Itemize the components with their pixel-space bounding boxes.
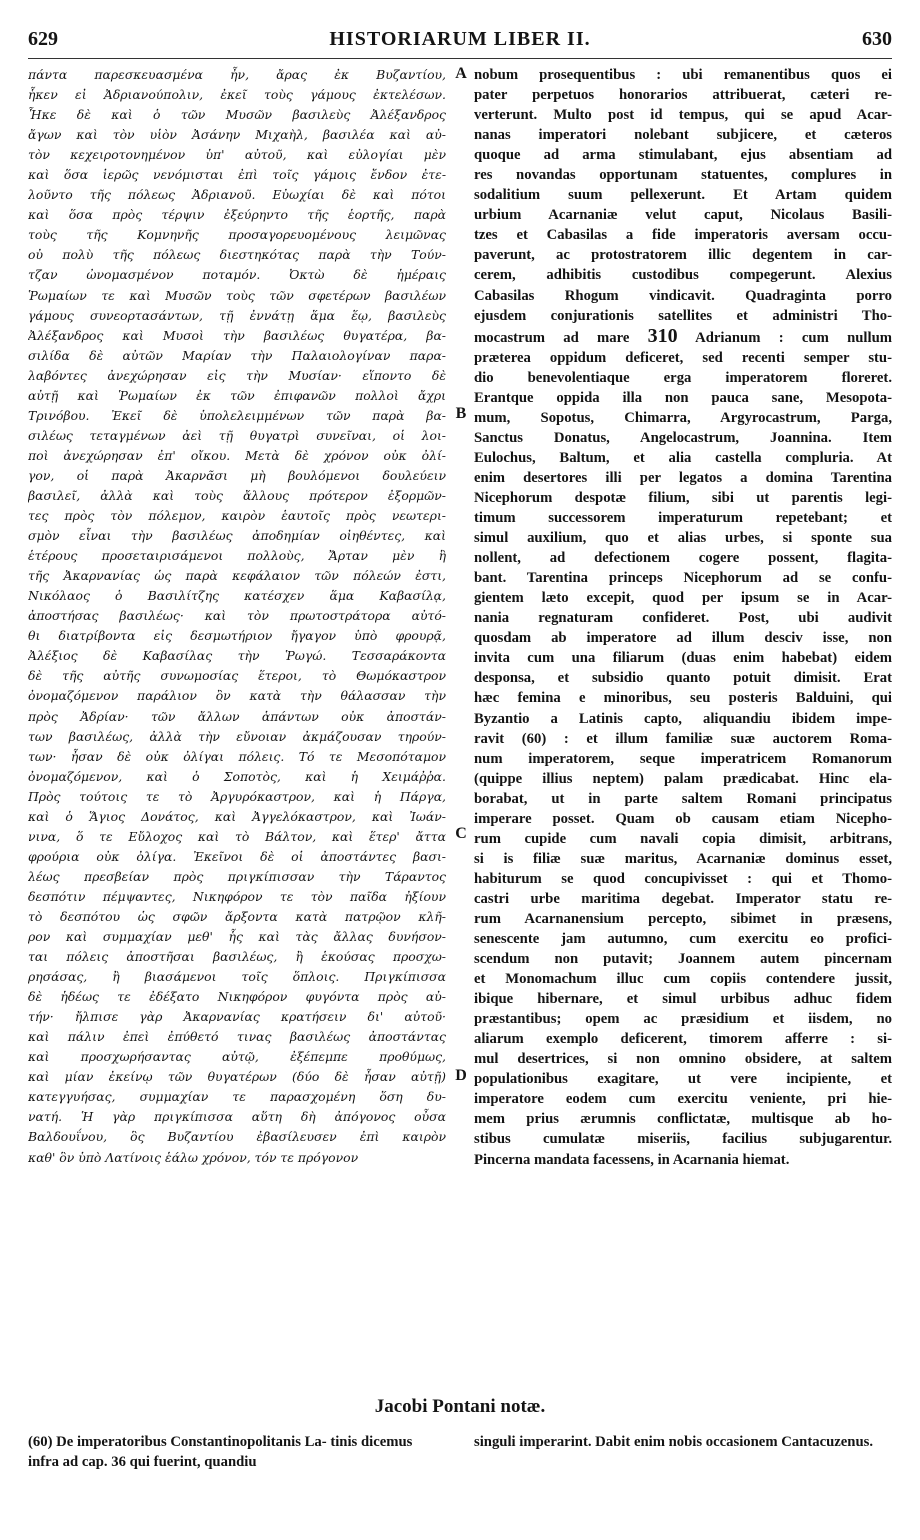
greek-line-43: τὸ δεσπότου ὡς σφῶν ἄρξοντα κατὰ πατρῷον κλῆ- <box>28 908 446 924</box>
latin-line-b-12: bant. Tarentina princeps Nicephorum ad se confu- <box>474 570 892 587</box>
greek-line-13: γάμους συνεορτασάντων, τῇ ἐννάτῃ ἅμα ἕῳ, βασιλεὺς <box>28 307 446 323</box>
greek-line-49: καὶ πάλιν ἐπεὶ ἐπύθετό τινας βασιλέως ἀποστάντας <box>28 1029 446 1045</box>
latin-line-b-18: hæc femina e minoribus, seu posteris Balduini, qui <box>474 690 892 707</box>
page-number-right: 630 <box>862 28 892 50</box>
page-number-left: 629 <box>28 28 58 50</box>
latin-line-b-7: enim desertores illi per legatos a domina Tarentina <box>474 469 892 486</box>
running-title: HISTORIARUM LIBER II. <box>329 28 591 50</box>
latin-line-8: urbium Acarnaniæ velut caput, Nicolaus Basili- <box>474 207 892 224</box>
latin-line-b-35: aliarum exemplo deficerent, timorem afferre : si- <box>474 1031 892 1048</box>
greek-line-5: τὸν κεχειροτονημένον ὑπ' αὐτοῦ, καὶ εὐλογίαι μὲν <box>28 147 446 163</box>
latin-line-7: sodalitium suum pellexerunt. Et Artam quidem <box>474 187 892 204</box>
greek-line-12: Ῥωμαίων τε καὶ Μυσῶν τοὺς τῶν σφετέρων βασιλέων <box>28 287 446 303</box>
latin-line-5: quoque ad arma stimulabant, ejus absentiam ad <box>474 147 892 164</box>
greek-line-11: τζαν ὠνομασμένον ποταμόν. Ὀκτὼ δὲ ἡμέραις <box>28 267 446 283</box>
latin-line-310-before: mocastrum ad mare <box>474 329 630 346</box>
latin-line-b-15: quosdam ab imperatore ad illum desciv isse, non <box>474 630 892 647</box>
greek-line-7: λοῦντο τῆς πόλεως Ἀδριανοῦ. Εὐωχίαι δὲ καὶ πότοι <box>28 187 446 203</box>
greek-line-8: καὶ ὅσα πρὸς τέρψιν ἐξεύρηντο τῆς ἑορτῆς, παρὰ <box>28 207 446 223</box>
latin-line-b-13: gientem læto excepit, quod per ipsum se in Acar- <box>474 590 892 607</box>
latin-line-b-24: imperare posset. Quam ob causam etiam Nicepho- <box>474 810 892 827</box>
book-page <box>28 22 892 1522</box>
greek-line-47: δὲ ἡδέως τε ἐδέξατο Νικηφόρον φυγόντα πρὸς αὐ- <box>28 989 446 1005</box>
greek-line-26: τῆς Ἀκαρνανίας ὡς παρὰ κεφάλαιον τῶν πόλεών ἐστι, <box>28 568 446 584</box>
latin-line-10: paverunt, ac protostratorem illic degentem in car- <box>474 247 892 264</box>
latin-line-b-37: populationibus exagitare, ut vere incipiente, et <box>474 1071 892 1088</box>
greek-line-54: Βαλδουΐνου, ὃς Βυζαντίου ἐβασίλευσεν ἐπὶ καιρὸν <box>28 1129 446 1145</box>
greek-line-50: καὶ προσχωρήσαντας αὐτῷ, ἐξέπεμπε προθύμως, <box>28 1049 446 1065</box>
running-head <box>28 22 892 59</box>
latin-line-b-32: et Monomachum illuc cum copiis contendere jussit, <box>474 971 892 988</box>
latin-line-b-23: borabat, ut in parte saltem Romani principatus <box>474 790 892 807</box>
latin-line-b-14: nania regnaturam confideret. Post, ubi audivit <box>474 610 892 627</box>
latin-line-b-40: stibus cumulatæ miseriis, facilius subjugarentur. <box>474 1131 892 1148</box>
greek-line-23: τες πρὸς τὸν πόλεμον, καιρὸν ἑαυτοῖς πρὸς νεωτερι- <box>28 508 446 524</box>
note-60-left: (60) De imperatoribus Constantinopolitanis La- tinis dicemus infra ad cap. 36 qui fuerint, quandiu <box>28 1434 413 1470</box>
edition-page-marker: 310 <box>647 325 678 347</box>
latin-line-b-21: num imperatorem, seque imperatricem Romanorum <box>474 750 892 767</box>
greek-line-44: ρον καὶ συμμαχίαν μεθ' ἧς καὶ τὰς ἄλλας δυνήσον- <box>28 929 446 945</box>
greek-line-28: ἀποστήσας βασιλέως· καὶ τὸν πρωτοστράτορα αὐτό- <box>28 608 446 624</box>
latin-line-b-11: nollent, ad defectionem cogere possent, flagita- <box>474 550 892 567</box>
latin-line-b-31: scendum non putavit; Joannem autem pincernam <box>474 951 892 968</box>
latin-line-3: verterunt. Multo post id tempus, qui se apud Acar- <box>474 107 892 124</box>
greek-line-51: καὶ μίαν ἐκείνῳ τῶν θυγατέρων (δύο δὲ ἦσαν αὐτῇ) <box>28 1069 446 1085</box>
greek-line-46: ρησάσας, ἢ βιασάμενοι τοῖς ὅπλοις. Πριγκίπισσα <box>28 969 446 985</box>
greek-line-17: αὐτῇ καὶ Ῥωμαίων ἐκ τῶν ἐπιφανῶν πολλοὶ ἄχρι <box>28 387 446 403</box>
latin-line-b-10: simul auxilium, quo et alias urbes, si sponte sua <box>474 530 892 547</box>
latin-line-6: res novandas opportunam statuentes, complures in <box>474 167 892 184</box>
greek-line-55: καθ' ὃν ὑπὸ Λατίνοις ἑάλω χρόνον, τόν τε πρόγονον <box>28 1149 359 1165</box>
latin-line-11: cerem, adhibitis custodibus compegerunt. Alexius <box>474 267 892 284</box>
greek-line-2: ἧκεν εἰ Ἀδριανούπολιν, ἐκεῖ τοὺς γάμους ἐκτελέσων. <box>28 87 446 103</box>
latin-line-4: nanas imperatori nolebant subjicere, et cæteros <box>474 127 892 144</box>
text-columns <box>28 65 892 1361</box>
greek-line-39: νινα, ὅ τε Εὔλοχος καὶ τὸ Βάλτον, καὶ ἕτερ' ἄττα <box>28 828 446 844</box>
greek-line-53: νατή. Ἡ γὰρ πριγκίπισσα αὕτη δὴ ἀπόγονος οὖσα <box>28 1109 446 1125</box>
greek-line-35: των· ἦσαν δὲ οὐκ ὀλίγαι πόλεις. Τό τε Μεσοπόταμον <box>28 748 446 764</box>
latin-line-b-1: præterea oppidum deficeret, sed recenti semper stu- <box>474 349 892 366</box>
latin-line-b-6: Eulochus, Baltum, et alia castella compluria. At <box>474 449 892 466</box>
notes-title: Jacobi Pontani notæ. <box>374 1396 546 1417</box>
latin-line-b-39: mem prius ærumnis conflictatæ, multisque ab ho- <box>474 1111 892 1128</box>
latin-line-b-26: si is filiæ suæ maritus, Acarnaniæ dominus esset, <box>474 850 892 867</box>
latin-line-b-22: (quippe illius neptem) palam prædicabat. Hinc ela- <box>474 770 892 787</box>
greek-line-20: ποὶ ἀνεχώρησαν ἐπ' οἴκου. Μετὰ δὲ χρόνον οὐκ ὀλί- <box>28 447 446 463</box>
latin-line-b-34: præstantibus; opem ac præsidium et iisdem, no <box>474 1011 892 1028</box>
greek-line-6: καὶ ὅσα ἱερῶς νενόμισται ἐπὶ τοῖς γάμοις ἔνδον ἐτε- <box>28 167 446 183</box>
latin-line-b-8: Nicephorum despotæ filium, sibi ut parentis legi- <box>474 489 892 506</box>
latin-line-b-25: rum cupide cum navali copia dimisit, arbitrans, <box>474 830 892 847</box>
greek-line-48: τήν· ἤλπισε γὰρ Ἀκαρνανίας κρατήσειν δι' αὐτοῦ· <box>28 1009 446 1025</box>
latin-line-13: ejusdem conjurationis satellites et administri Tho- <box>474 307 892 324</box>
latin-line-b-16: invita cum una filiarum (duas enim habebat) eidem <box>474 650 892 667</box>
greek-line-16: λαβόντες ἀνεχώρησαν εἰς τὴν Μυσίαν· εἵποντο δὲ <box>28 367 446 383</box>
latin-line-b-2: dio benevolentiaque erga imperatorem floreret. <box>474 369 892 386</box>
latin-line-2: pater perpetuos honorarios attribuerat, cæteri re- <box>474 87 892 104</box>
note-60-right: singuli imperarint. Dabit enim nobis occasionem Cantacuzenus. <box>474 1434 874 1450</box>
latin-line-b-3: Erantque oppida illa non pauca sane, Mesopota- <box>474 389 892 406</box>
latin-line-b-38: imperatore eodem cum exercitu veniente, pri hie- <box>474 1091 892 1108</box>
latin-line-b-19: Byzantio a Latinis capto, aliquandiu ibidem impe- <box>474 710 892 727</box>
greek-line-38: καὶ ὁ Ἅγιος Δονάτος, καὶ Ἀγγελόκαστρον, καὶ Ἰωάν- <box>28 808 446 824</box>
greek-line-3: Ἧκε δὲ καὶ ὁ τῶν Μυσῶν βασιλεὺς Ἀλέξανδρος <box>28 107 446 123</box>
greek-line-31: δὲ τῆς αὐτῆς συνωμοσίας ἕτεροι, τὸ Θωμόκαστρον <box>28 668 446 684</box>
latin-line-b-30: senescente jam autumno, cum exercitu eo profici- <box>474 931 892 948</box>
greek-line-33: πρὸς Ἀδρίαν· τῶν ἄλλων ἁπάντων οὐκ ἀποστάν- <box>28 708 446 724</box>
greek-line-37: Πρὸς τούτοις τε τὸ Ἀργυρόκαστρον, καὶ ἡ Πάργα, <box>28 788 446 804</box>
greek-line-21: γον, οἱ παρὰ Ἀκαρνᾶσι μὴ βουλόμενοι δουλεύειν <box>28 467 446 483</box>
greek-line-22: βασιλεῖ, ἀλλὰ καὶ τοὺς ἄλλους πρότερον ἐξορμῶν- <box>28 487 446 503</box>
latin-line-12: Cabasilas Rhogum vindicavit. Quadraginta porro <box>474 287 892 304</box>
greek-line-15: σιλίδα δὲ αὐτῶν Μαρίαν τὴν Παλαιολογίναν παρα- <box>28 347 446 363</box>
greek-line-41: λέως πρεσβείαν πρὸς πριγκίπισσαν τὴν Τάραντος <box>28 868 446 884</box>
greek-line-14: Ἀλέξανδρος καὶ Μυσοὶ τὴν βασιλέως θυγατέρα, βα- <box>28 327 446 343</box>
greek-line-10: οὐ πολὺ τῆς πόλεως διεστηκότας παρὰ τὴν Τούν- <box>28 247 446 263</box>
latin-line-b-29: rum Acarnanensium percepto, sibimet in præsens, <box>474 910 892 927</box>
latin-line-9: tzes et Cabasilas a fide imperatoris aversam occu- <box>474 227 892 244</box>
latin-line-310-after: Adrianum : cum nullum <box>695 329 892 346</box>
greek-line-29: θι διατρίβοντα εἰς δεσμωτήριον ἤγαγον ὑπὸ φρουρᾷ, <box>28 628 446 644</box>
latin-line-b-36: mul desertrices, si non omnino obsidere, at saltem <box>474 1051 892 1068</box>
latin-line-b-27: habiturum se quod concupivisset : qui et Thomo- <box>474 870 892 887</box>
greek-line-42: δεσπότιν πέμψαντες, Νικηφόρον τε τὸν παῖδα ἠξίουν <box>28 888 446 904</box>
greek-line-27: Νικόλαος ὁ Βασιλίτζης κατέσχεν ἅμα Καβασίλᾳ, <box>28 588 446 604</box>
latin-line-b-5: Sanctus Donatus, Angelocastrum, Joannina. Item <box>474 429 892 446</box>
latin-line-b-28: castri urbe maritima degebat. Imperator statu re- <box>474 890 892 907</box>
latin-line-b-41: Pincerna mandata facessens, in Acarnania hiemat. <box>474 1151 790 1168</box>
margin-letter-b: B <box>455 405 467 422</box>
greek-line-52: κατεγγυήσας, συμμαχίαν τε παρασχομένη ὅση δυ- <box>28 1089 446 1105</box>
latin-line-b-17: desponsa, et subsidio quanto potuit dimisit. Erat <box>474 670 892 687</box>
greek-line-1: πάντα παρεσκευασμένα ἦν, ἄρας ἐκ Βυζαντίου, <box>28 67 446 82</box>
greek-line-36: ὀνομαζόμενον, καὶ ὁ Σοποτὸς, καὶ ἡ Χειμάῤῥα. <box>28 768 446 784</box>
greek-line-30: Ἀλέξιος δὲ Καβασίλας τὴν Ῥωγώ. Τεσσαράκοντα <box>28 648 446 664</box>
latin-line-b-20: ravit (60) : et illum familiæ suæ auctorem Roma- <box>474 730 892 747</box>
latin-line-310 <box>474 326 892 348</box>
latin-line-b-33: ibique hibernare, et simul urbibus adhuc fidem <box>474 991 892 1008</box>
greek-line-9: τοὺς τῆς Κομνηνῆς προσαγορευομένους λειμῶνας <box>28 227 446 243</box>
greek-line-4: ἄγων καὶ τὸν υἱὸν Ἀσάνην Μιχαὴλ, βασιλέα καὶ αὐ- <box>28 127 446 143</box>
latin-line-1: nobum prosequentibus : ubi remanentibus quos ei <box>474 67 892 83</box>
latin-line-b-4: mum, Sopotus, Chimarra, Argyrocastrum, Parga, <box>474 409 892 426</box>
latin-column <box>474 65 892 1170</box>
greek-line-18: Τρινόβου. Ἐκεῖ δὲ ὑπολελειμμένων τῶν παρὰ βα- <box>28 407 446 423</box>
margin-letter-c: C <box>455 825 467 842</box>
greek-line-32: ὀνομαζόμενον παράλιον ὂν κατὰ τὴν θάλασσαν τὴν <box>28 688 446 704</box>
greek-line-40: φρούρια οὐκ ὀλίγα. Ἐκεῖνοι δὲ οἱ ἀποστάντες βασι- <box>28 848 446 864</box>
greek-line-19: σιλέως τεταγμένων ἀεὶ τῇ θυγατρὶ συνεῖναι, οἱ λοι- <box>28 427 446 443</box>
greek-line-25: ἑτέρους προσεταιρισάμενοι πολλοὺς, Ἄρταν μὲν ἣ <box>28 548 446 564</box>
greek-line-24: σμὸν εἶναι τὴν βασιλέως ἀποδημίαν οἰηθέντες, καὶ <box>28 528 446 544</box>
greek-column <box>28 65 446 1168</box>
greek-line-34: των βασιλέως, ἀλλὰ τὴν εὔνοιαν ἀκμάζουσαν τηρούν- <box>28 728 446 744</box>
greek-line-45: ται πόλεις ἀποστῆσαι βασιλέως, ἢ ἑκούσας προσχω- <box>28 949 446 965</box>
latin-line-b-9: timum successorem imperaturum repetebant; et <box>474 510 892 527</box>
margin-letter-a: A <box>455 65 467 82</box>
margin-letter-d: D <box>455 1067 467 1084</box>
